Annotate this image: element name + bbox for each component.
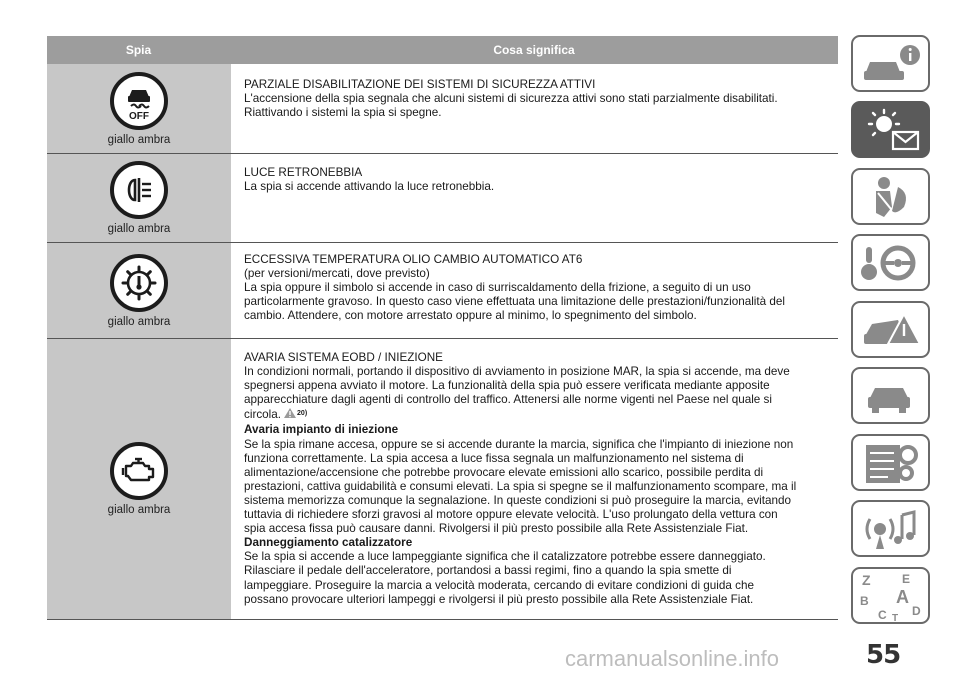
row-text: circola. — [244, 408, 282, 422]
row-title: LUCE RETRONEBBIA — [244, 166, 363, 179]
emergency-icon — [858, 306, 924, 354]
header-col-meaning: Cosa significa — [493, 43, 575, 57]
row-text: prestazioni, cattiva guidabilità e consumi elevati. La spia si spegne se il malfunzionamento scompare, ma il — [244, 479, 797, 493]
row-text: La spia oppure il simbolo si accende in caso di surriscaldamento della frizione, a seguito di un uso — [244, 281, 751, 295]
rear-fog-light-icon — [110, 161, 168, 219]
svg-text:D: D — [911, 603, 921, 618]
row-title: PARZIALE DISABILITAZIONE DEI SISTEMI DI SICUREZZA ATTIVI — [244, 78, 596, 91]
maintenance-car-icon — [858, 374, 924, 418]
section-heading: Avaria impianto di iniezione — [244, 423, 399, 437]
svg-text:Z: Z — [861, 571, 871, 588]
footnote-ref[interactable]: 20) — [297, 410, 308, 418]
svg-text:C: C — [877, 607, 887, 621]
lamp-cell — [47, 339, 231, 619]
watermark: carmanualsonline.info — [565, 646, 780, 671]
warning-lights-table — [47, 36, 838, 620]
row-text: apparecchiature dagli agenti di controllo del traffico. Attenersi alle norme vigenti nel Paese nel quale si — [244, 393, 772, 407]
multimedia-icon — [858, 505, 924, 553]
table-row — [47, 64, 838, 154]
gearbox-temperature-icon — [110, 254, 168, 312]
section-heading: Danneggiamento catalizzatore — [244, 536, 413, 550]
row-text: In condizioni normali, portando il dispositivo di avviamento in posizione MAR, la spia si accende, ma deve — [244, 365, 790, 379]
svg-text:B: B — [859, 593, 869, 608]
row-title: ECCESSIVA TEMPERATURA OLIO CAMBIO AUTOMATICO AT6 — [244, 253, 583, 266]
table-row — [47, 154, 838, 243]
starting-driving-icon — [858, 239, 924, 287]
row-text: (per versioni/mercati, dove previsto) — [244, 267, 430, 281]
svg-text:OFF: OFF — [129, 110, 149, 122]
page-number: 55 — [866, 640, 901, 670]
row-text: Se la spia si accende a luce lampeggiante significa che il catalizzatore potrebbe essere danneggiato. — [244, 550, 766, 564]
table-header — [47, 36, 838, 64]
meaning-cell — [231, 154, 838, 242]
car-info-icon — [858, 42, 924, 86]
row-text: spia accesa fissa può causare danni. Rivolgersi il più presto possibile alla Rete Assistenziale Fiat. — [244, 522, 749, 536]
technical-data-icon — [858, 439, 924, 487]
lamp-color-label: giallo ambra — [107, 133, 171, 146]
tab-index[interactable] — [851, 567, 930, 624]
tab-maintenance[interactable] — [851, 367, 930, 424]
safety-seatbelt-airbag-icon — [858, 173, 924, 221]
row-text: spegnersi appena avviato il motore. La funzionalità della spia può essere verificata mediante apposite — [244, 379, 770, 393]
meaning-cell — [231, 339, 838, 619]
lamp-cell — [47, 64, 231, 153]
row-text: sistema memorizza comunque la segnalazione. In queste condizioni si può proseguire la marcia, evitando — [244, 493, 792, 507]
svg-text:E: E — [901, 571, 910, 586]
header-col-spia: Spia — [125, 43, 152, 57]
row-text: cambio. Attendere, con motore arrestato oppure al minimo, lo spegnimento del simbolo. — [244, 309, 697, 323]
svg-text:A: A — [895, 586, 909, 607]
row-text-with-ref — [244, 407, 838, 423]
row-text: Rilasciare il pedale dell'acceleratore, portandosi a bassi regimi, fino a quando la spia smette di — [244, 564, 732, 578]
row-text: La spia si accende attivando la luce retronebbia. — [244, 180, 495, 194]
row-text: tuttavia di richiedere sforzi gravosi al motore oppure elevate velocità. L'uso prolungato della vettura con — [244, 508, 778, 522]
tab-multimedia[interactable] — [851, 500, 930, 557]
warning-lights-messages-icon — [858, 106, 924, 154]
row-text: particolarmente gravoso. In questo caso viene effettuata una limitazione delle prestazioni/funzionalità del — [244, 295, 785, 309]
lamp-cell — [47, 154, 231, 242]
row-text: Riattivando i sistemi la spia si spegne. — [244, 106, 442, 120]
index-letters-icon — [858, 571, 924, 621]
row-text: possano provocare ulteriori lampeggi e rivolgersi il più presto possibile alla Rete Assistenziale Fiat. — [244, 592, 754, 606]
row-text: alimentazione/accensione che potrebbe provocare elevate emissioni allo scarico, possibile perdita di — [244, 465, 764, 479]
engine-check-icon — [110, 442, 168, 500]
esc-off-icon — [110, 72, 168, 130]
lamp-color-label: giallo ambra — [107, 315, 171, 328]
lamp-color-label: giallo ambra — [107, 223, 171, 235]
tab-car-info[interactable] — [851, 35, 930, 92]
row-text: lampeggiare. Proseguire la marcia a velocità moderata, cercando di evitare condizioni di guida che — [244, 578, 754, 592]
lamp-color-label: giallo ambra — [107, 504, 171, 516]
tab-safety[interactable] — [851, 168, 930, 225]
table-row — [47, 339, 838, 620]
row-text: L'accensione della spia segnala che alcuni sistemi di sicurezza attivi sono stati parzialmente disabilitati. — [244, 92, 778, 106]
warning-triangle-icon — [283, 407, 297, 423]
meaning-cell — [231, 64, 838, 153]
tab-technical-data[interactable] — [851, 434, 930, 491]
tab-warning-lights[interactable] — [851, 101, 930, 158]
lamp-cell — [47, 243, 231, 338]
table-row — [47, 243, 838, 339]
row-text: Se la spia rimane accesa, oppure se si accende durante la marcia, significa che l'impianto di iniezione non — [244, 437, 794, 451]
row-title: AVARIA SISTEMA EOBD / INIEZIONE — [244, 351, 443, 364]
row-text: funziona correttamente. La spia accesa a luce fissa segnala un malfunzionamento nel sistema di — [244, 451, 744, 465]
meaning-cell — [231, 243, 838, 338]
tab-starting-driving[interactable] — [851, 234, 930, 291]
svg-text:T: T — [891, 612, 898, 621]
tab-emergency[interactable] — [851, 301, 930, 358]
